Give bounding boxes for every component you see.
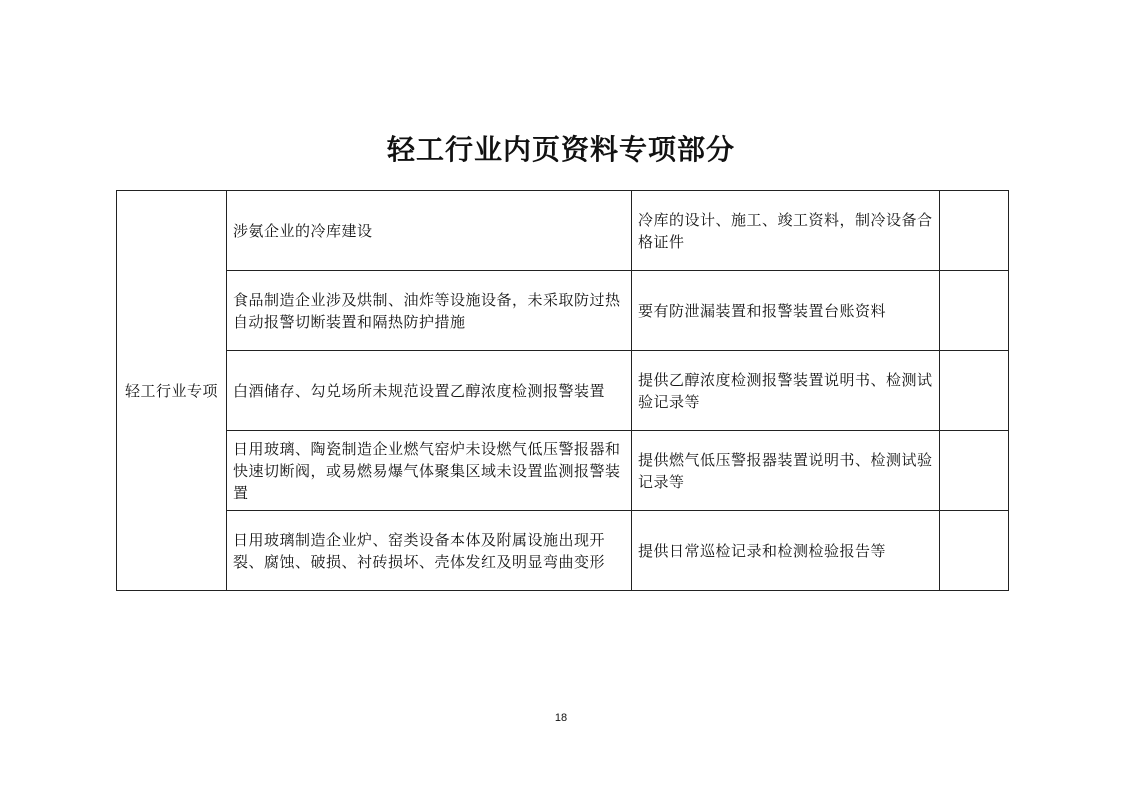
material-cell: 提供日常巡检记录和检测检验报告等 [632, 511, 940, 591]
blank-cell [940, 351, 1009, 431]
page-title: 轻工行业内页资料专项部分 [386, 133, 735, 166]
blank-cell [940, 511, 1009, 591]
issue-cell: 白酒储存、勾兑场所未规范设置乙醇浓度检测报警装置 [227, 351, 632, 431]
table-row [117, 511, 1009, 591]
table-row [117, 351, 1009, 431]
blank-cell [940, 271, 1009, 351]
blank-cell [940, 191, 1009, 271]
material-cell: 提供燃气低压警报器装置说明书、检测试验记录等 [632, 431, 940, 511]
table-row [117, 271, 1009, 351]
category-cell: 轻工行业专项 [117, 191, 227, 591]
issue-cell: 食品制造企业涉及烘制、油炸等设施设备，未采取防过热自动报警切断装置和隔热防护措施 [227, 271, 632, 351]
page-number: 18 [554, 712, 568, 724]
material-cell: 提供乙醇浓度检测报警装置说明书、检测试验记录等 [632, 351, 940, 431]
issue-cell: 日用玻璃、陶瓷制造企业燃气窑炉未设燃气低压警报器和快速切断阀，或易燃易爆气体聚集区域未设置监测报警装置 [227, 431, 632, 511]
issue-cell: 日用玻璃制造企业炉、窑类设备本体及附属设施出现开裂、腐蚀、破损、衬砖损坏、壳体发红及明显弯曲变形 [227, 511, 632, 591]
material-cell: 冷库的设计、施工、竣工资料，制冷设备合格证件 [632, 191, 940, 271]
material-cell: 要有防泄漏装置和报警装置台账资料 [632, 271, 940, 351]
blank-cell [940, 431, 1009, 511]
table-row [117, 191, 1009, 271]
table-row [117, 431, 1009, 511]
issue-cell: 涉氨企业的冷库建设 [227, 191, 632, 271]
inspection-table [116, 190, 1009, 591]
